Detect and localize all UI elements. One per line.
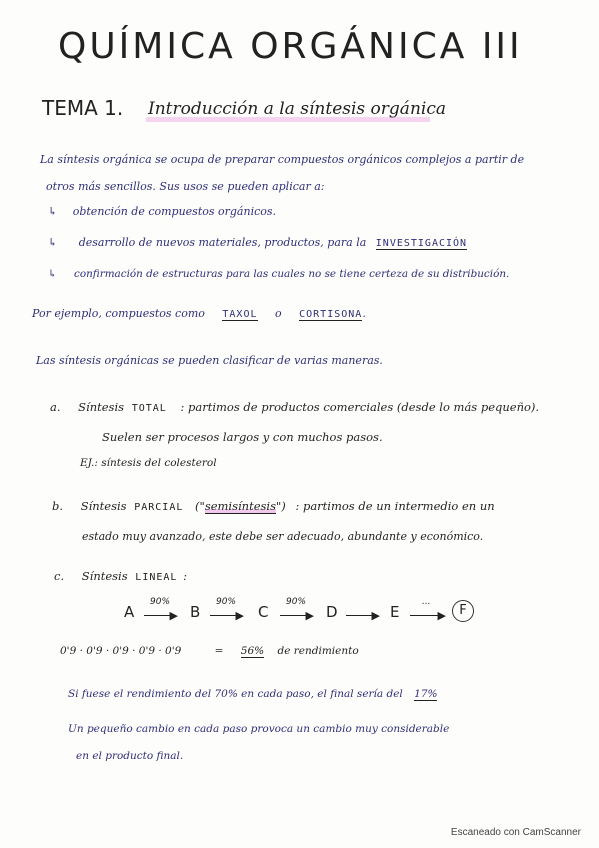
taxol-keyword: TAXOL xyxy=(222,309,258,320)
item-a-line-2: Suelen ser procesos largos y con muchos pasos. xyxy=(102,430,383,444)
cortisona-keyword: CORTISONA xyxy=(299,309,363,320)
note-line-3: en el producto final. xyxy=(76,750,184,762)
tema-number: TEMA 1. xyxy=(42,96,124,120)
example-suffix: . xyxy=(362,307,366,320)
note-text: Si fuese el rendimiento del 70% en cada paso, el final sería del xyxy=(68,688,403,700)
note-line-1 xyxy=(68,688,437,700)
reaction-scheme xyxy=(120,597,480,627)
calc-result: 56% xyxy=(240,645,265,657)
calc-suffix: de rendimiento xyxy=(277,645,359,657)
step-yield: ... xyxy=(422,597,431,607)
step-yield: 90% xyxy=(150,597,171,607)
example-line xyxy=(32,307,366,320)
intro-line-1: La síntesis orgánica se ocupa de preparar compuestos orgánicos complejos a partir de xyxy=(40,153,525,166)
item-label: Síntesis xyxy=(81,569,128,583)
item-colon: : xyxy=(183,569,187,583)
arrow-icon: 90% ▶ xyxy=(144,605,178,623)
note-value: 17% xyxy=(414,688,438,700)
use-item xyxy=(48,205,276,218)
item-a-example: EJ.: síntesis del colesterol xyxy=(80,457,217,469)
item-label: Síntesis xyxy=(78,400,125,414)
use-item xyxy=(48,268,509,280)
total-keyword: TOTAL xyxy=(131,403,167,414)
tema-title: Introducción a la síntesis orgánica xyxy=(148,99,446,119)
yield-calculation xyxy=(60,645,359,657)
scanner-watermark: Escaneado con CamScanner xyxy=(450,827,581,838)
step-a: A xyxy=(124,603,135,621)
step-yield: 90% xyxy=(216,597,237,607)
arrow-icon: 90% ▶ xyxy=(210,605,244,623)
page-title: QUÍMICA ORGÁNICA III xyxy=(58,26,523,67)
item-b-line-2: estado muy avanzado, este debe ser adecuado, abundante y económico. xyxy=(82,530,484,543)
paren-open: (" xyxy=(195,499,205,513)
step-d: D xyxy=(326,603,338,621)
hook-arrow-icon: ↳ xyxy=(48,236,58,249)
item-letter: a. xyxy=(50,400,61,414)
calc-equals: = xyxy=(214,645,224,657)
arrow-icon: ▶ xyxy=(346,605,380,623)
step-e: E xyxy=(390,603,400,621)
hook-arrow-icon: ↳ xyxy=(48,268,57,280)
item-letter: b. xyxy=(52,499,64,513)
intro-line-2: otros más sencillos. Sus usos se pueden aplicar a: xyxy=(46,180,325,193)
calc-product: 0'9 · 0'9 · 0'9 · 0'9 · 0'9 xyxy=(60,645,182,657)
semisintesis-keyword: semisíntesis xyxy=(204,499,276,513)
step-c: C xyxy=(258,603,269,621)
item-label: Síntesis xyxy=(80,499,127,513)
step-b: B xyxy=(190,603,201,621)
use-text: obtención de compuestos orgánicos. xyxy=(72,205,277,218)
arrow-icon: ... ▶ xyxy=(410,605,446,623)
step-yield: 90% xyxy=(286,597,307,607)
item-letter: c. xyxy=(54,569,65,583)
item-text: : partimos de un intermedio en un xyxy=(295,499,495,513)
use-item xyxy=(48,236,467,249)
example-mid: o xyxy=(275,307,282,320)
note-line-2: Un pequeño cambio en cada paso provoca un cambio muy considerable xyxy=(68,723,450,735)
hook-arrow-icon: ↳ xyxy=(48,205,58,218)
item-c xyxy=(54,569,187,583)
arrow-icon: 90% ▶ xyxy=(280,605,314,623)
use-text: desarrollo de nuevos materiales, productos, para la xyxy=(78,236,367,249)
lineal-keyword: LINEAL xyxy=(135,572,178,583)
paren-close: ") xyxy=(276,499,286,513)
step-f: F xyxy=(452,600,474,622)
use-text: confirmación de estructuras para las cuales no se tiene certeza de su distribución. xyxy=(74,268,510,280)
item-text: : partimos de productos comerciales (desde lo más pequeño). xyxy=(180,400,540,414)
parcial-keyword: PARCIAL xyxy=(134,502,184,513)
example-prefix: Por ejemplo, compuestos como xyxy=(32,307,205,320)
item-b xyxy=(52,499,495,513)
investigacion-keyword: INVESTIGACIÓN xyxy=(375,238,468,249)
item-a xyxy=(50,400,539,414)
classify-line: Las síntesis orgánicas se pueden clasificar de varias maneras. xyxy=(36,354,383,367)
